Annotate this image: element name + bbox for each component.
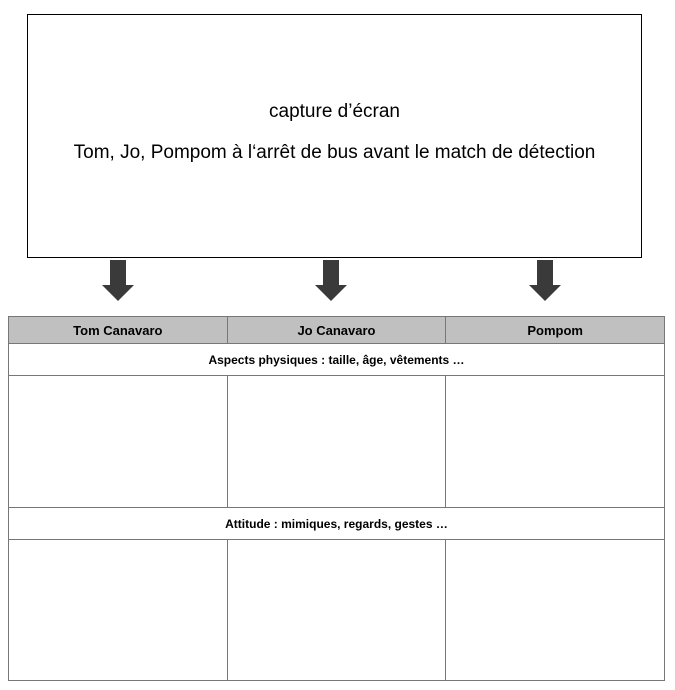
- down-arrow-icon: [102, 260, 134, 301]
- physical-cell-pompom[interactable]: [446, 376, 665, 508]
- header-tom: Tom Canavaro: [9, 317, 228, 344]
- section-attitude: Attitude : mimiques, regards, gestes …: [9, 508, 665, 540]
- header-jo: Jo Canavaro: [227, 317, 446, 344]
- down-arrow-icon: [315, 260, 347, 301]
- character-table: [8, 316, 665, 681]
- attitude-cell-tom[interactable]: [9, 540, 228, 681]
- screenshot-placeholder: [27, 14, 642, 258]
- physical-cell-jo[interactable]: [227, 376, 446, 508]
- header-pompom: Pompom: [446, 317, 665, 344]
- placeholder-title: capture d’écran: [269, 101, 400, 122]
- attitude-cell-jo[interactable]: [227, 540, 446, 681]
- section-physical: Aspects physiques : taille, âge, vêtements …: [9, 344, 665, 376]
- attitude-cell-pompom[interactable]: [446, 540, 665, 681]
- physical-cell-tom[interactable]: [9, 376, 228, 508]
- placeholder-caption: Tom, Jo, Pompom à l‘arrêt de bus avant le match de détection: [73, 142, 596, 163]
- down-arrow-icon: [529, 260, 561, 301]
